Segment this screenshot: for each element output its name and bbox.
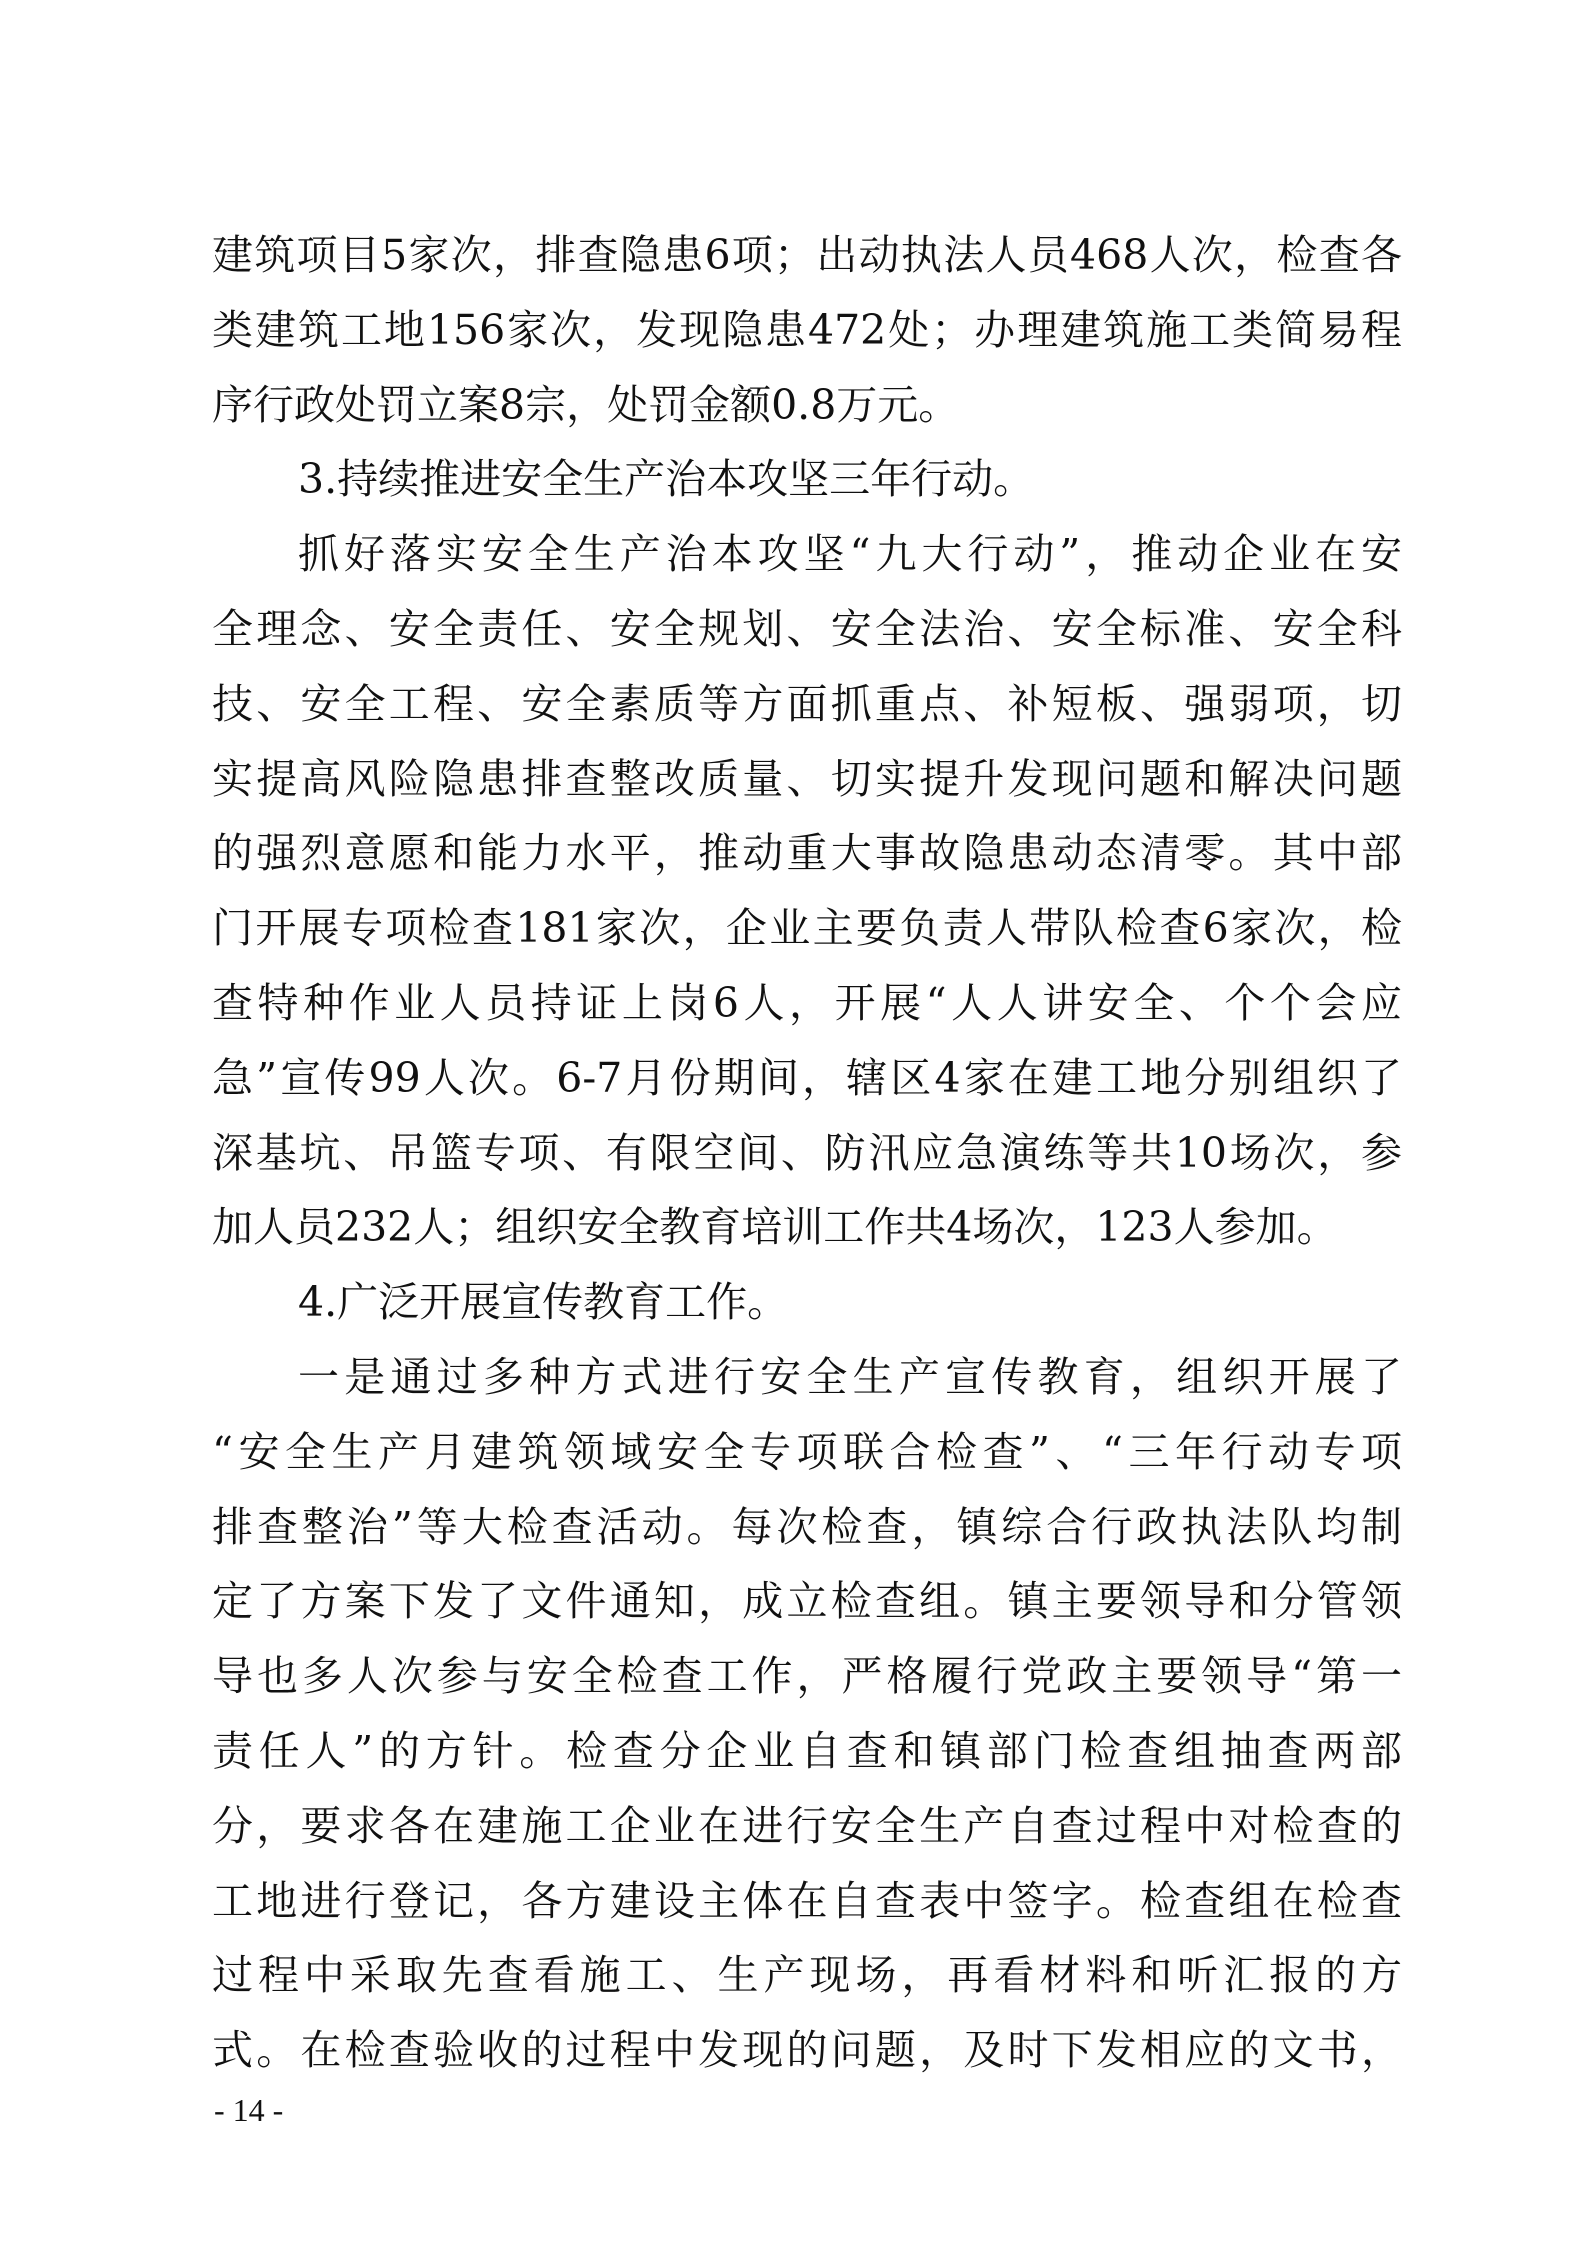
text-line: 类建筑工地156家次，发现隐患472处；办理建筑施工类简易程 [212, 305, 1402, 354]
text-line: 导也多人次参与安全检查工作，严格履行党政主要领导“第一 [212, 1652, 1402, 1701]
text-line: 序行政处罚立案8宗，处罚金额0.8万元。 [212, 380, 960, 429]
text-line: “安全生产月建筑领域安全专项联合检查”、“三年行动专项 [212, 1427, 1402, 1476]
text-line: 一是通过多种方式进行安全生产宣传教育，组织开展了 [298, 1352, 1402, 1401]
text-line: 深基坑、吊篮专项、有限空间、防汛应急演练等共10场次，参 [212, 1128, 1402, 1177]
text-line: 式。在检查验收的过程中发现的问题，及时下发相应的文书， [212, 2026, 1402, 2075]
text-line: 建筑项目5家次，排查隐患6项；出动执法人员468人次，检查各 [212, 231, 1402, 279]
section-heading-3: 3.持续推进安全生产治本攻坚三年行动。 [298, 455, 1035, 504]
text-line: 全理念、安全责任、安全规划、安全法治、安全标准、安全科 [212, 604, 1402, 653]
text-line: 抓好落实安全生产治本攻坚“九大行动”，推动企业在安 [298, 530, 1402, 579]
page-number: - 14 - [214, 2092, 284, 2128]
text-line: 排查整治”等大检查活动。每次检查，镇综合行政执法队均制 [212, 1502, 1402, 1551]
body-text [212, 218, 1402, 2088]
text-line: 技、安全工程、安全素质等方面抓重点、补短板、强弱项，切 [212, 679, 1402, 728]
text-line: 定了方案下发了文件通知，成立检查组。镇主要领导和分管领 [212, 1577, 1402, 1626]
text-line: 查特种作业人员持证上岗6人，开展“人人讲安全、个个会应 [212, 978, 1402, 1027]
text-line: 工地进行登记，各方建设主体在自查表中签字。检查组在检查 [212, 1876, 1402, 1925]
text-line: 门开展专项检查181家次，企业主要负责人带队检查6家次，检 [212, 904, 1402, 953]
text-line: 分，要求各在建施工企业在进行安全生产自查过程中对检查的 [212, 1801, 1402, 1850]
section-heading-4: 4.广泛开展宣传教育工作。 [298, 1278, 789, 1327]
text-line: 急”宣传99人次。6-7月份期间，辖区4家在建工地分别组织了 [212, 1053, 1402, 1102]
text-line: 责任人”的方针。检查分企业自查和镇部门检查组抽查两部 [212, 1726, 1402, 1775]
text-line: 实提高风险隐患排查整改质量、切实提升发现问题和解决问题 [212, 754, 1402, 803]
text-line: 加人员232人；组织安全教育培训工作共4场次，123人参加。 [212, 1203, 1338, 1252]
text-line: 的强烈意愿和能力水平，推动重大事故隐患动态清零。其中部 [212, 829, 1402, 878]
text-line: 过程中采取先查看施工、生产现场，再看材料和听汇报的方 [212, 1951, 1402, 2000]
